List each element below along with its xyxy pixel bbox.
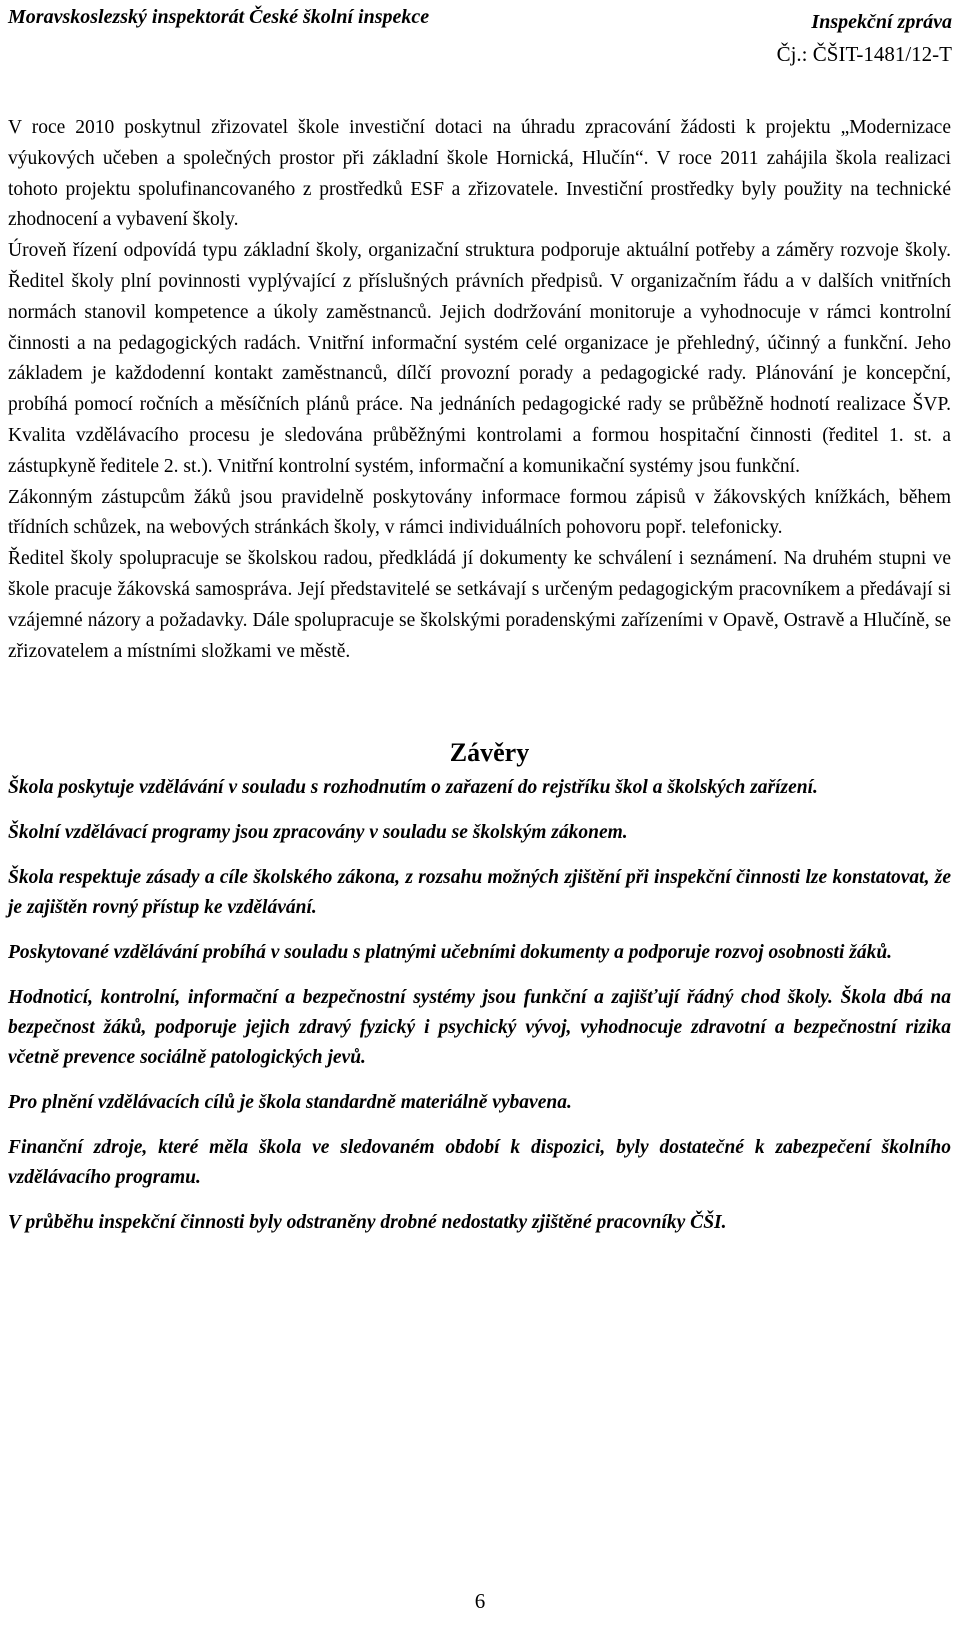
paragraph-management: Úroveň řízení odpovídá typu základní školy, organizační struktura podporuje aktuální potřeby a záměry rozvoje školy. Ředitel školy plní povinnosti vyplývající z příslušných právních předpisů. V organizačním řádu a v dalších vnitřních normách stanovil kompetence a úkoly zaměstnanců. Jejich dodržování monitoruje a vyhodnocuje v rámci kontrolní činnosti a na pedagogických radách. Vnitřní informační systém celé organizace je přehledný, účinný a funkční. Jeho základem je každodenní kontakt zaměstnanců, dílčí provozní porady a pedagogické rady. Plánování je koncepční, probíhá pomocí ročních a měsíčních plánů práce. Na jednáních pedagogické rady se průběžně hodnotí realizace ŠVP. Kvalita vzdělávacího procesu je sledována průběžnými kontrolami a formou hospitační činnosti (ředitel 1. st. a zástupkyně ředitele 2. st.). Vnitřní kontrolní systém, informační a komunikační systémy jsou funkční. — [8, 240, 951, 477]
paragraph-parents-information: Zákonným zástupcům žáků jsou pravidelně poskytovány informace formou zápisů v žákovských knížkách, během třídních schůzek, na webových stránkách školy, v rámci individuálních pohovoru popř. telefonicky. — [8, 486, 951, 539]
conclusions-heading: Závěry — [449, 738, 530, 768]
conclusions-list — [8, 773, 951, 1238]
header-reference-number: Čj.: ČŠIT-1481/12-T — [776, 42, 952, 66]
page-header — [0, 0, 960, 70]
header-right-block — [777, 6, 952, 70]
conclusion-item: Poskytované vzdělávání probíhá v souladu s platnými učebními dokumenty a podporuje rozvoj osobnosti žáků. — [8, 942, 893, 964]
page-number: 6 — [474, 1589, 486, 1613]
conclusion-item: Škola respektuje zásady a cíle školského zákona, z rozsahu možných zjištění při inspekční činnosti lze konstatovat, že je zajištěn rovný přístup ke vzdělávání. — [8, 867, 951, 919]
paragraph-investment: V roce 2010 poskytnul zřizovatel škole investiční dotaci na úhradu zpracování žádosti k projektu „Modernizace výukových učeben a společných prostor při základní škole Hornická, Hlučín“. V roce 2011 zahájila škola realizaci tohoto projektu spolufinancovaného z prostředků ESF a zřizovatele. Investiční prostředky byly použity na technické zhodnocení a vybavení školy. — [8, 117, 951, 231]
header-organization: Moravskoslezský inspektorát České školní inspekce — [8, 6, 430, 28]
conclusion-item: Hodnoticí, kontrolní, informační a bezpečnostní systémy jsou funkční a zajišťují řádný chod školy. Škola dbá na bezpečnost žáků, podporuje jejich zdravý fyzický i psychický vývoj, vyhodnocuje zdravotní a bezpečnostní rizika včetně prevence sociálně patologických jevů. — [8, 987, 951, 1069]
conclusion-item: V průběhu inspekční činnosti byly odstraněny drobné nedostatky zjištěné pracovníky ČŠI. — [8, 1212, 727, 1234]
conclusion-item: Pro plnění vzdělávacích cílů je škola standardně materiálně vybavena. — [8, 1092, 572, 1114]
header-document-type: Inspekční zpráva — [811, 11, 952, 33]
paragraph-cooperation: Ředitel školy spolupracuje se školskou radou, předkládá jí dokumenty ke schválení i seznámení. Na druhém stupni ve škole pracuje žákovská samospráva. Její představitelé se setkávají s určeným pedagogickým pracovníkem a předávají si vzájemné názory a požadavky. Dále spolupracuje se školskými poradenskými zařízeními v Opavě, Ostravě a Hlučíně, se zřizovatelem a místními složkami ve městě. — [8, 548, 951, 662]
conclusion-item: Školní vzdělávací programy jsou zpracovány v souladu se školským zákonem. — [8, 822, 628, 844]
conclusion-item: Škola poskytuje vzdělávání v souladu s rozhodnutím o zařazení do rejstříku škol a školských zařízení. — [8, 777, 818, 799]
body-text — [8, 113, 951, 667]
conclusion-item: Finanční zdroje, které měla škola ve sledovaném období k dispozici, byly dostatečné k zabezpečení školního vzdělávacího programu. — [8, 1137, 951, 1189]
page-content — [8, 113, 951, 1253]
